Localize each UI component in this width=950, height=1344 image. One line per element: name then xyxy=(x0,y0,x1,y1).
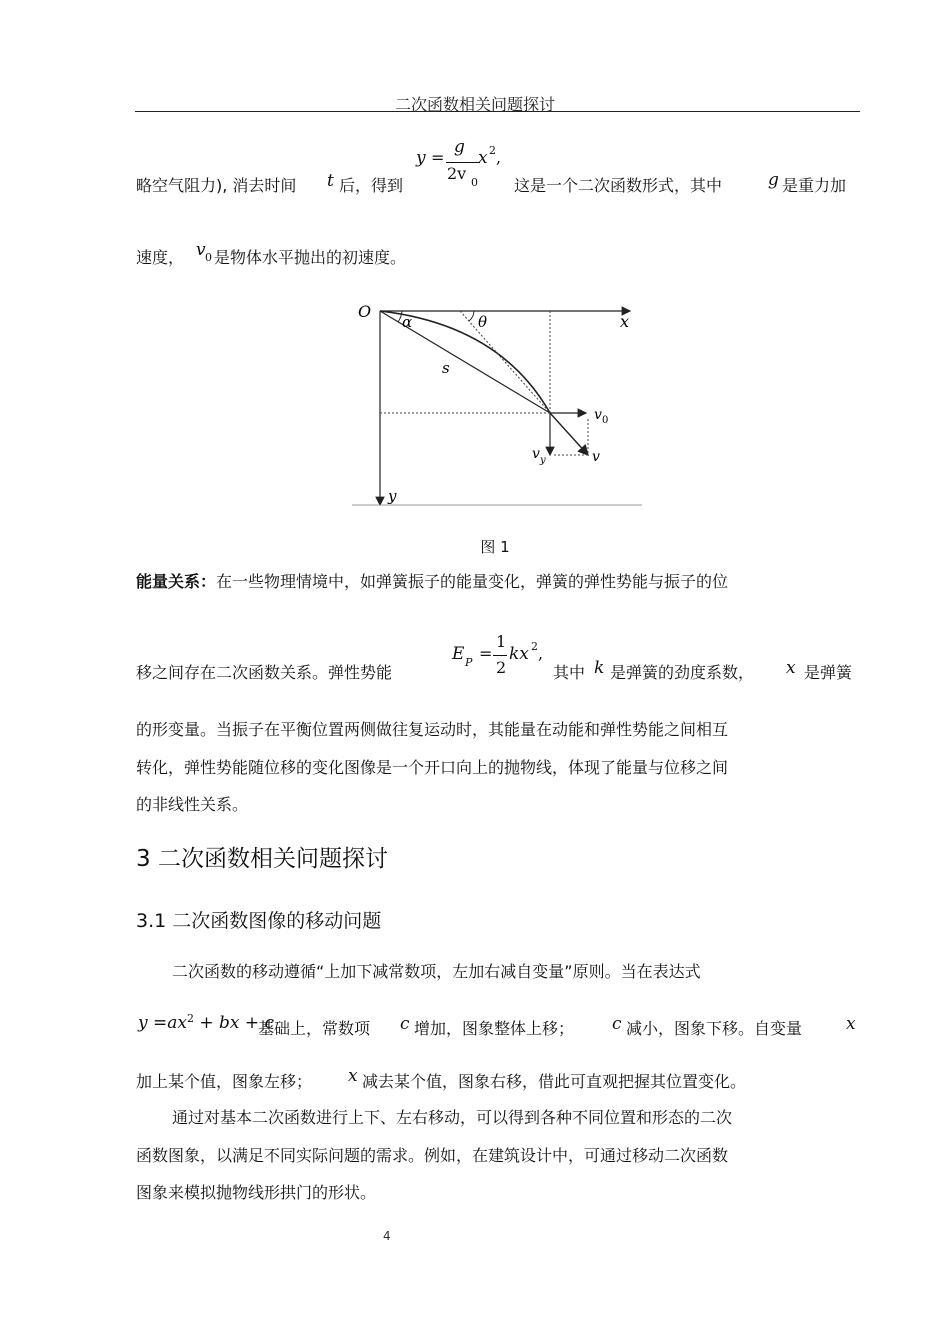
para2-line1: 能量关系：在一些物理情境中，如弹簧振子的能量变化，弹簧的弹性势能与振子的位 xyxy=(136,572,729,591)
para2-line2-a: 移之间存在二次函数关系。弹性势能 xyxy=(136,663,393,682)
math-var-v-sub: 0 xyxy=(205,251,212,264)
math-var-x-3: x xyxy=(348,1066,358,1086)
label-theta: θ xyxy=(478,313,488,331)
v-arrow xyxy=(550,413,588,455)
equation-elastic-energy: E P = 1 2 kx 2 , xyxy=(452,632,544,677)
math-var-c-2: c xyxy=(612,1014,622,1034)
page-number: 4 xyxy=(383,1229,391,1243)
math-var-v: v xyxy=(196,240,206,260)
equation-general-quadratic: $y =ax^2$ + bx + c xyxy=(138,1012,275,1033)
label-s: s xyxy=(442,359,450,377)
section-3-1-heading: 3.1 二次函数图像的移动问题 xyxy=(136,910,382,932)
s31-p1-line3-b: 减去某个值，图象右移，借此可直观把握其位置变化。 xyxy=(362,1072,747,1091)
label-x: x xyxy=(620,312,630,331)
para2-line2-b: 其中 xyxy=(553,663,586,682)
math-var-g: g xyxy=(768,170,779,190)
math-var-c: c xyxy=(400,1014,410,1034)
s31-p1-line2-c: 减小，图象下移。自变量 xyxy=(626,1019,803,1038)
label-O: O xyxy=(358,302,372,321)
para2-line4: 转化，弹性势能随位移的变化图像是一个开口向上的抛物线，体现了能量与位移之间 xyxy=(136,758,729,777)
s31-p2-line3: 图象来模拟抛物线形拱门的形状。 xyxy=(136,1183,377,1202)
para2-line5: 的非线性关系。 xyxy=(136,795,249,814)
para2-line2-d: 是弹簧 xyxy=(804,663,853,682)
running-header: 二次函数相关问题探讨 xyxy=(394,95,555,114)
s31-p1-line3-a: 加上某个值，图象左移； xyxy=(136,1072,313,1091)
para1-line1-d: 是重力加 xyxy=(782,176,847,195)
para1-line1-c: 这是一个二次函数形式，其中 xyxy=(514,176,723,195)
section-3-heading: 3 二次函数相关问题探讨 xyxy=(136,846,388,872)
label-v0: v xyxy=(594,407,602,423)
para1-line1-b: 后，得到 xyxy=(339,176,404,195)
para1-line2-b: 是物体水平抛出的初速度。 xyxy=(214,248,407,267)
para1-line1-a: 略空气阻力), 消去时间 xyxy=(136,176,297,195)
label-y: y xyxy=(388,487,397,505)
figure-caption: 图 1 xyxy=(480,538,510,556)
label-vy: v xyxy=(532,446,540,462)
label-v: v xyxy=(592,449,600,465)
math-var-x-2: x xyxy=(846,1014,856,1034)
s31-p1-line2-b: 增加，图象整体上移； xyxy=(414,1019,575,1038)
math-var-x: x xyxy=(786,658,796,678)
s31-p2-line2: 函数图象，以满足不同实际问题的需求。例如，在建筑设计中，可通过移动二次函数 xyxy=(136,1146,729,1165)
para1-line2-a: 速度， xyxy=(136,248,185,267)
para2-line3: 的形变量。当振子在平衡位置两侧做往复运动时，其能量在动能和弹性势能之间相互 xyxy=(136,720,729,739)
tangent-line xyxy=(460,311,550,413)
s31-p1-line2-a: 基础上，常数项 xyxy=(258,1019,371,1038)
s31-p2-line1: 通过对基本二次函数进行上下、左右移动，可以得到各种不同位置和形态的二次 xyxy=(172,1108,733,1127)
header-rule xyxy=(135,111,860,112)
math-var-k: k xyxy=(594,658,605,678)
theta-arc xyxy=(469,311,474,321)
para2-line2-c: 是弹簧的劲度系数， xyxy=(610,663,755,682)
label-vy-sub: y xyxy=(540,455,546,466)
para2-lead: 能量关系： xyxy=(136,572,217,591)
label-alpha: α xyxy=(402,313,413,331)
equation-projectile: y = g 2v 0 x 2 , xyxy=(416,137,502,189)
s31-p1-line1: 二次函数的移动遵循“上加下减常数项，左加右减自变量”原则。当在表达式 xyxy=(172,962,701,981)
projectile-diagram xyxy=(340,295,650,515)
math-var-t: t xyxy=(327,171,334,191)
label-v0-sub: 0 xyxy=(602,415,609,426)
